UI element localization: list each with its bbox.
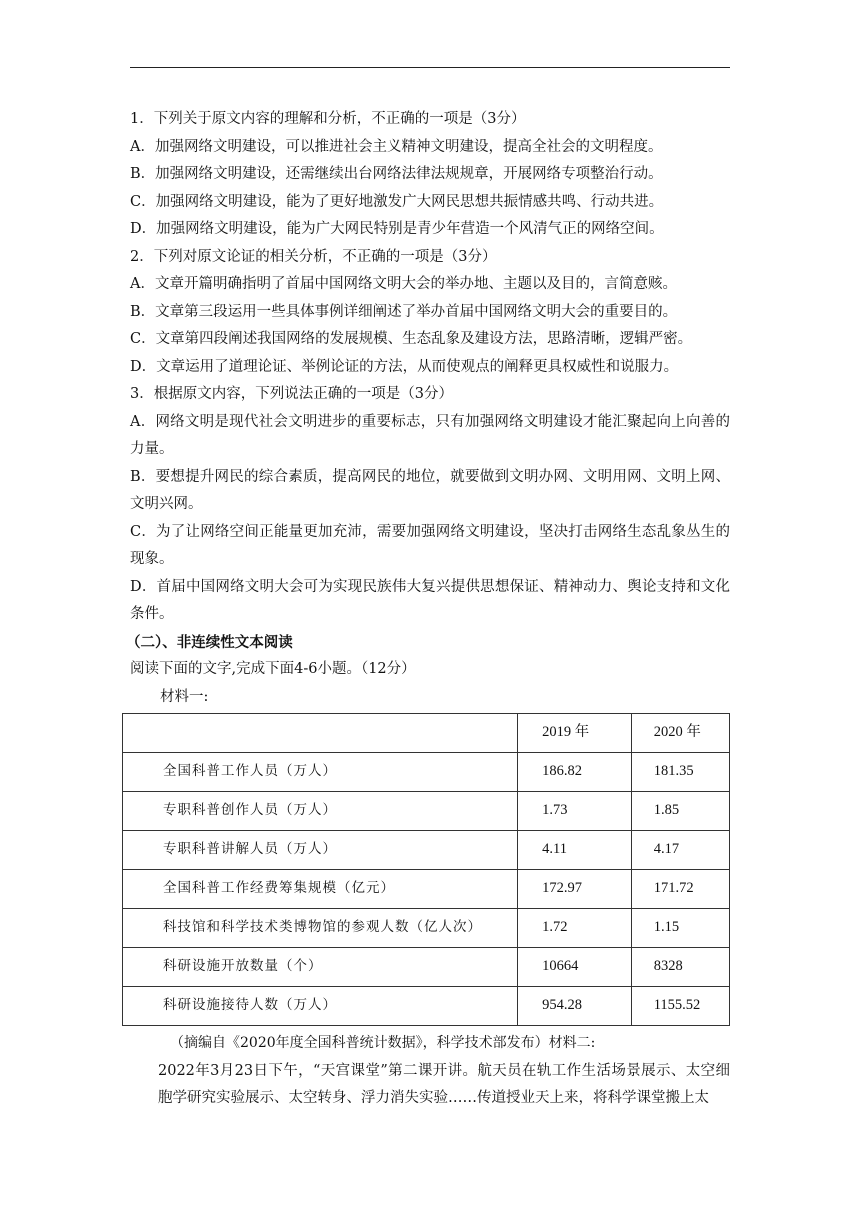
material-1-label: 材料一: xyxy=(160,688,209,705)
table-cell: 954.28 xyxy=(518,987,632,1026)
table-cell: 科研设施开放数量（个） xyxy=(123,948,518,987)
table-header-row xyxy=(123,714,730,753)
table-row xyxy=(123,948,730,987)
q2-option-c: C．文章第四段阐述我国网络的发展规模、生态乱象及建设方法，思路清晰，逻辑严密。 xyxy=(130,331,693,347)
table-cell: 科技馆和科学技术类博物馆的参观人数（亿人次） xyxy=(123,909,518,948)
table-row xyxy=(123,753,730,792)
table-row xyxy=(123,831,730,870)
table-cell: 全国科普工作经费筹集规模（亿元） xyxy=(123,870,518,909)
table-cell: 8328 xyxy=(631,948,729,987)
q1-option-a: A．加强网络文明建设，可以推进社会主义精神文明建设，提高全社会的文明程度。 xyxy=(130,138,663,155)
q1-option-b: B．加强网络文明建设，还需继续出台网络法律法规规章，开展网络专项整治行动。 xyxy=(130,166,663,182)
table-row xyxy=(123,909,730,948)
q2-option-a: A．文章开篇明确指明了首届中国网络文明大会的举办地、主题以及目的，言简意赅。 xyxy=(130,276,677,292)
table-cell: 186.82 xyxy=(518,753,632,792)
table-cell: 4.17 xyxy=(631,831,729,870)
material-2-paragraph: 2022年3月23日下午，“天宫课堂”第二课开讲。航天员在轨工作生活场景展示、太空细胞学研究实验展示、太空转身、浮力消失实验……传道授业天上来，将科学课堂搬上太 xyxy=(158,1062,730,1106)
table-cell: 1155.52 xyxy=(631,987,729,1026)
question-2: 2．下列对原文论证的相关分析，不正确的一项是（3分） xyxy=(130,248,497,265)
q1-option-d: D．加强网络文明建设，能为广大网民特别是青少年营造一个风清气正的网络空间。 xyxy=(130,221,664,237)
q2-option-b: B．文章第三段运用一些具体事例详细阐述了举办首届中国网络文明大会的重要目的。 xyxy=(130,303,678,320)
table-cell: 专职科普创作人员（万人） xyxy=(123,792,518,831)
q3-option-d: D．首届中国网络文明大会可为实现民族伟大复兴提供思想保证、精神动力、舆论支持和文化条件。 xyxy=(130,578,730,622)
table-cell: 172.97 xyxy=(518,870,632,909)
table-cell: 1.72 xyxy=(518,909,632,948)
table-cell: 1.85 xyxy=(631,792,729,831)
q3-option-b: B．要想提升网民的综合素质，提高网民的地位，就要做到文明办网、文明用网、文明上网、文明兴网。 xyxy=(130,468,730,512)
document-body xyxy=(126,106,730,1113)
table-cell: 171.72 xyxy=(631,870,729,909)
table-header-cell: 2020 年 xyxy=(631,714,729,753)
header-rule xyxy=(130,67,730,68)
question-1: 1．下列关于原文内容的理解和分析，不正确的一项是（3分） xyxy=(130,111,526,127)
table-row xyxy=(123,987,730,1026)
table-cell: 专职科普讲解人员（万人） xyxy=(123,831,518,870)
question-3: 3．根据原文内容，下列说法正确的一项是（3分） xyxy=(130,386,453,402)
table-cell: 科研设施接待人数（万人） xyxy=(123,987,518,1026)
table-row xyxy=(123,870,730,909)
table-row xyxy=(123,792,730,831)
table-cell: 1.15 xyxy=(631,909,729,948)
q2-option-d: D．文章运用了道理论证、举例论证的方法，从而使观点的阐释更具权威性和说服力。 xyxy=(130,358,679,375)
table-cell: 10664 xyxy=(518,948,632,987)
table-header-cell: 2019 年 xyxy=(518,714,632,753)
table-cell: 全国科普工作人员（万人） xyxy=(123,753,518,792)
table-cell: 1.73 xyxy=(518,792,632,831)
q1-option-c: C．加强网络文明建设，能为了更好地激发广大网民思想共振情感共鸣、行动共进。 xyxy=(130,193,664,210)
section-heading: （二）、非连续性文本阅读 xyxy=(126,633,293,651)
table-header-cell xyxy=(123,714,518,753)
data-table xyxy=(122,713,730,1026)
table-cell: 181.35 xyxy=(631,753,729,792)
q3-option-a: A．网络文明是现代社会文明进步的重要标志，只有加强网络文明建设才能汇聚起向上向善的力量。 xyxy=(130,413,730,457)
table-source-line: （摘编自《2020年度全国科普统计数据》，科学技术部发布）材料二: xyxy=(170,1035,596,1051)
q3-option-c: C．为了让网络空间正能量更加充沛，需要加强网络文明建设，坚决打击网络生态乱象丛生的现象。 xyxy=(130,523,730,567)
instruction: 阅读下面的文字,完成下面4-6小题。（12分） xyxy=(130,661,416,677)
table-cell: 4.11 xyxy=(518,831,632,870)
